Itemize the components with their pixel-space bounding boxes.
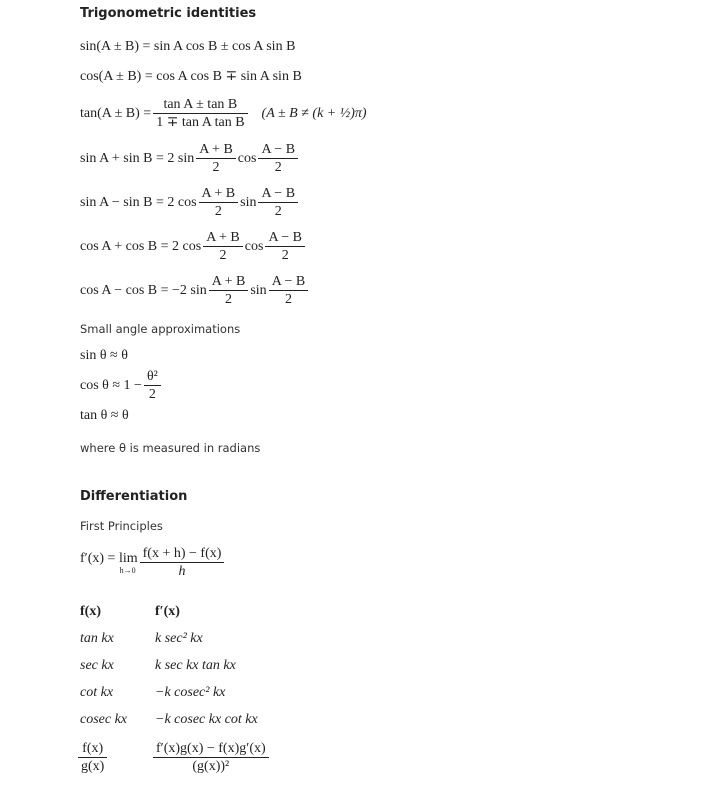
section-title-trig: Trigonometric identities: [80, 6, 257, 21]
tan-sum-numerator: tan A ± tan B: [153, 96, 247, 114]
quotient-frac: [78, 740, 107, 775]
table-row-fp: −k cosec² kx: [155, 685, 226, 700]
quotient-fraction: [78, 740, 107, 775]
lim-block: [80, 551, 138, 575]
cos-plus-lhs: cos A + cos B = 2 cos: [80, 238, 202, 254]
identity-cos-sum: cos(A ± B) = cos A cos B ∓ sin A sin B: [80, 69, 302, 84]
table-row-f: cosec kx: [80, 712, 128, 727]
sin-plus-frac1: [196, 141, 236, 176]
sin-plus-lhs: sin A + sin B = 2 sin: [80, 150, 195, 166]
quotient-result-den: (g(x))²: [192, 759, 230, 774]
table-row-f: cot kx: [80, 685, 114, 700]
first-principles-fraction: [140, 545, 225, 580]
cos-minus-mid: sin: [250, 282, 267, 298]
identity-tan-sum: [80, 96, 367, 131]
identity-sin-plus: [80, 141, 300, 176]
sin-minus-lhs: sin A − sin B = 2 cos: [80, 194, 197, 210]
cos-minus-num2: A − B: [269, 273, 309, 291]
cos-plus-den2: 2: [281, 248, 289, 263]
table-row-fp: k sec kx tan kx: [155, 658, 236, 673]
sin-minus-frac2: [258, 185, 298, 220]
derivative-table-head-fp: [155, 604, 180, 620]
sin-plus-mid: cos: [237, 150, 257, 166]
cos-minus-frac1: [209, 273, 249, 308]
sin-minus-num1: A + B: [199, 185, 239, 203]
small-angle-note: where θ is measured in radians: [80, 441, 261, 455]
first-principles-formula: [80, 545, 226, 580]
cos-plus-frac2: [265, 229, 305, 264]
table-row-f: sec kx: [80, 658, 114, 673]
sin-minus-mid: sin: [240, 194, 257, 210]
small-angle-cos-lhs: cos θ ≈ 1 −: [80, 377, 142, 393]
cos-minus-frac2: [269, 273, 309, 308]
identity-sin-sum: sin(A ± B) = sin A cos B ± cos A sin B: [80, 39, 296, 54]
sin-plus-den1: 2: [212, 160, 220, 175]
quotient-result-frac: [153, 740, 269, 775]
cos-minus-lhs: cos A − cos B = −2 sin: [80, 282, 207, 298]
sin-plus-num2: A − B: [258, 141, 298, 159]
cos-plus-mid: cos: [244, 238, 264, 254]
sin-plus-num1: A + B: [196, 141, 236, 159]
sin-minus-frac1: [199, 185, 239, 220]
head-fp: f′(x): [155, 604, 180, 619]
head-f: f(x): [80, 604, 101, 619]
first-principles-label: First Principles: [80, 519, 163, 533]
fp-numerator: f(x + h) − f(x): [140, 545, 225, 563]
small-angle-cos-num: θ²: [144, 368, 161, 386]
small-angle-cos-den: 2: [148, 387, 156, 402]
sin-minus-num2: A − B: [258, 185, 298, 203]
quotient-den: g(x): [81, 759, 105, 774]
cos-plus-frac1: [203, 229, 243, 264]
cos-plus-num1: A + B: [203, 229, 243, 247]
quotient-result: [153, 740, 269, 775]
quotient-num: f(x): [78, 740, 107, 758]
lim-lhs: f′(x) = lim: [80, 550, 138, 566]
section-title-differentiation: Differentiation: [80, 489, 188, 504]
small-angle-cos: [80, 368, 163, 403]
tan-sum-denominator: 1 ∓ tan A tan B: [156, 115, 245, 130]
sin-minus-den2: 2: [274, 204, 282, 219]
fp-denominator: h: [178, 564, 186, 579]
sin-plus-frac2: [258, 141, 298, 176]
sin-minus-den1: 2: [214, 204, 222, 219]
small-angle-label: Small angle approximations: [80, 322, 241, 336]
table-row-f: tan kx: [80, 631, 114, 646]
tan-sum-lhs: tan(A ± B) =: [80, 105, 152, 121]
quotient-result-num: f′(x)g(x) − f(x)g′(x): [153, 740, 269, 758]
cos-plus-num2: A − B: [265, 229, 305, 247]
tan-sum-condition: (A ± B ≠ (k + ½)π): [261, 105, 367, 121]
sin-plus-den2: 2: [274, 160, 282, 175]
cos-minus-den1: 2: [225, 292, 233, 307]
lim-subscript: h→0: [119, 565, 136, 575]
table-row-fp: k sec² kx: [155, 631, 203, 646]
identity-sin-minus: [80, 185, 300, 220]
cos-plus-den1: 2: [219, 248, 227, 263]
cos-minus-num1: A + B: [209, 273, 249, 291]
tan-sum-fraction: [153, 96, 247, 131]
derivative-table-head-f: [80, 604, 101, 620]
small-angle-cos-fraction: [144, 368, 161, 403]
identity-cos-minus: [80, 273, 310, 308]
small-angle-sin: sin θ ≈ θ: [80, 348, 128, 363]
small-angle-tan: tan θ ≈ θ: [80, 408, 129, 423]
cos-minus-den2: 2: [284, 292, 292, 307]
identity-cos-plus: [80, 229, 307, 264]
table-row-fp: −k cosec kx cot kx: [155, 712, 258, 727]
